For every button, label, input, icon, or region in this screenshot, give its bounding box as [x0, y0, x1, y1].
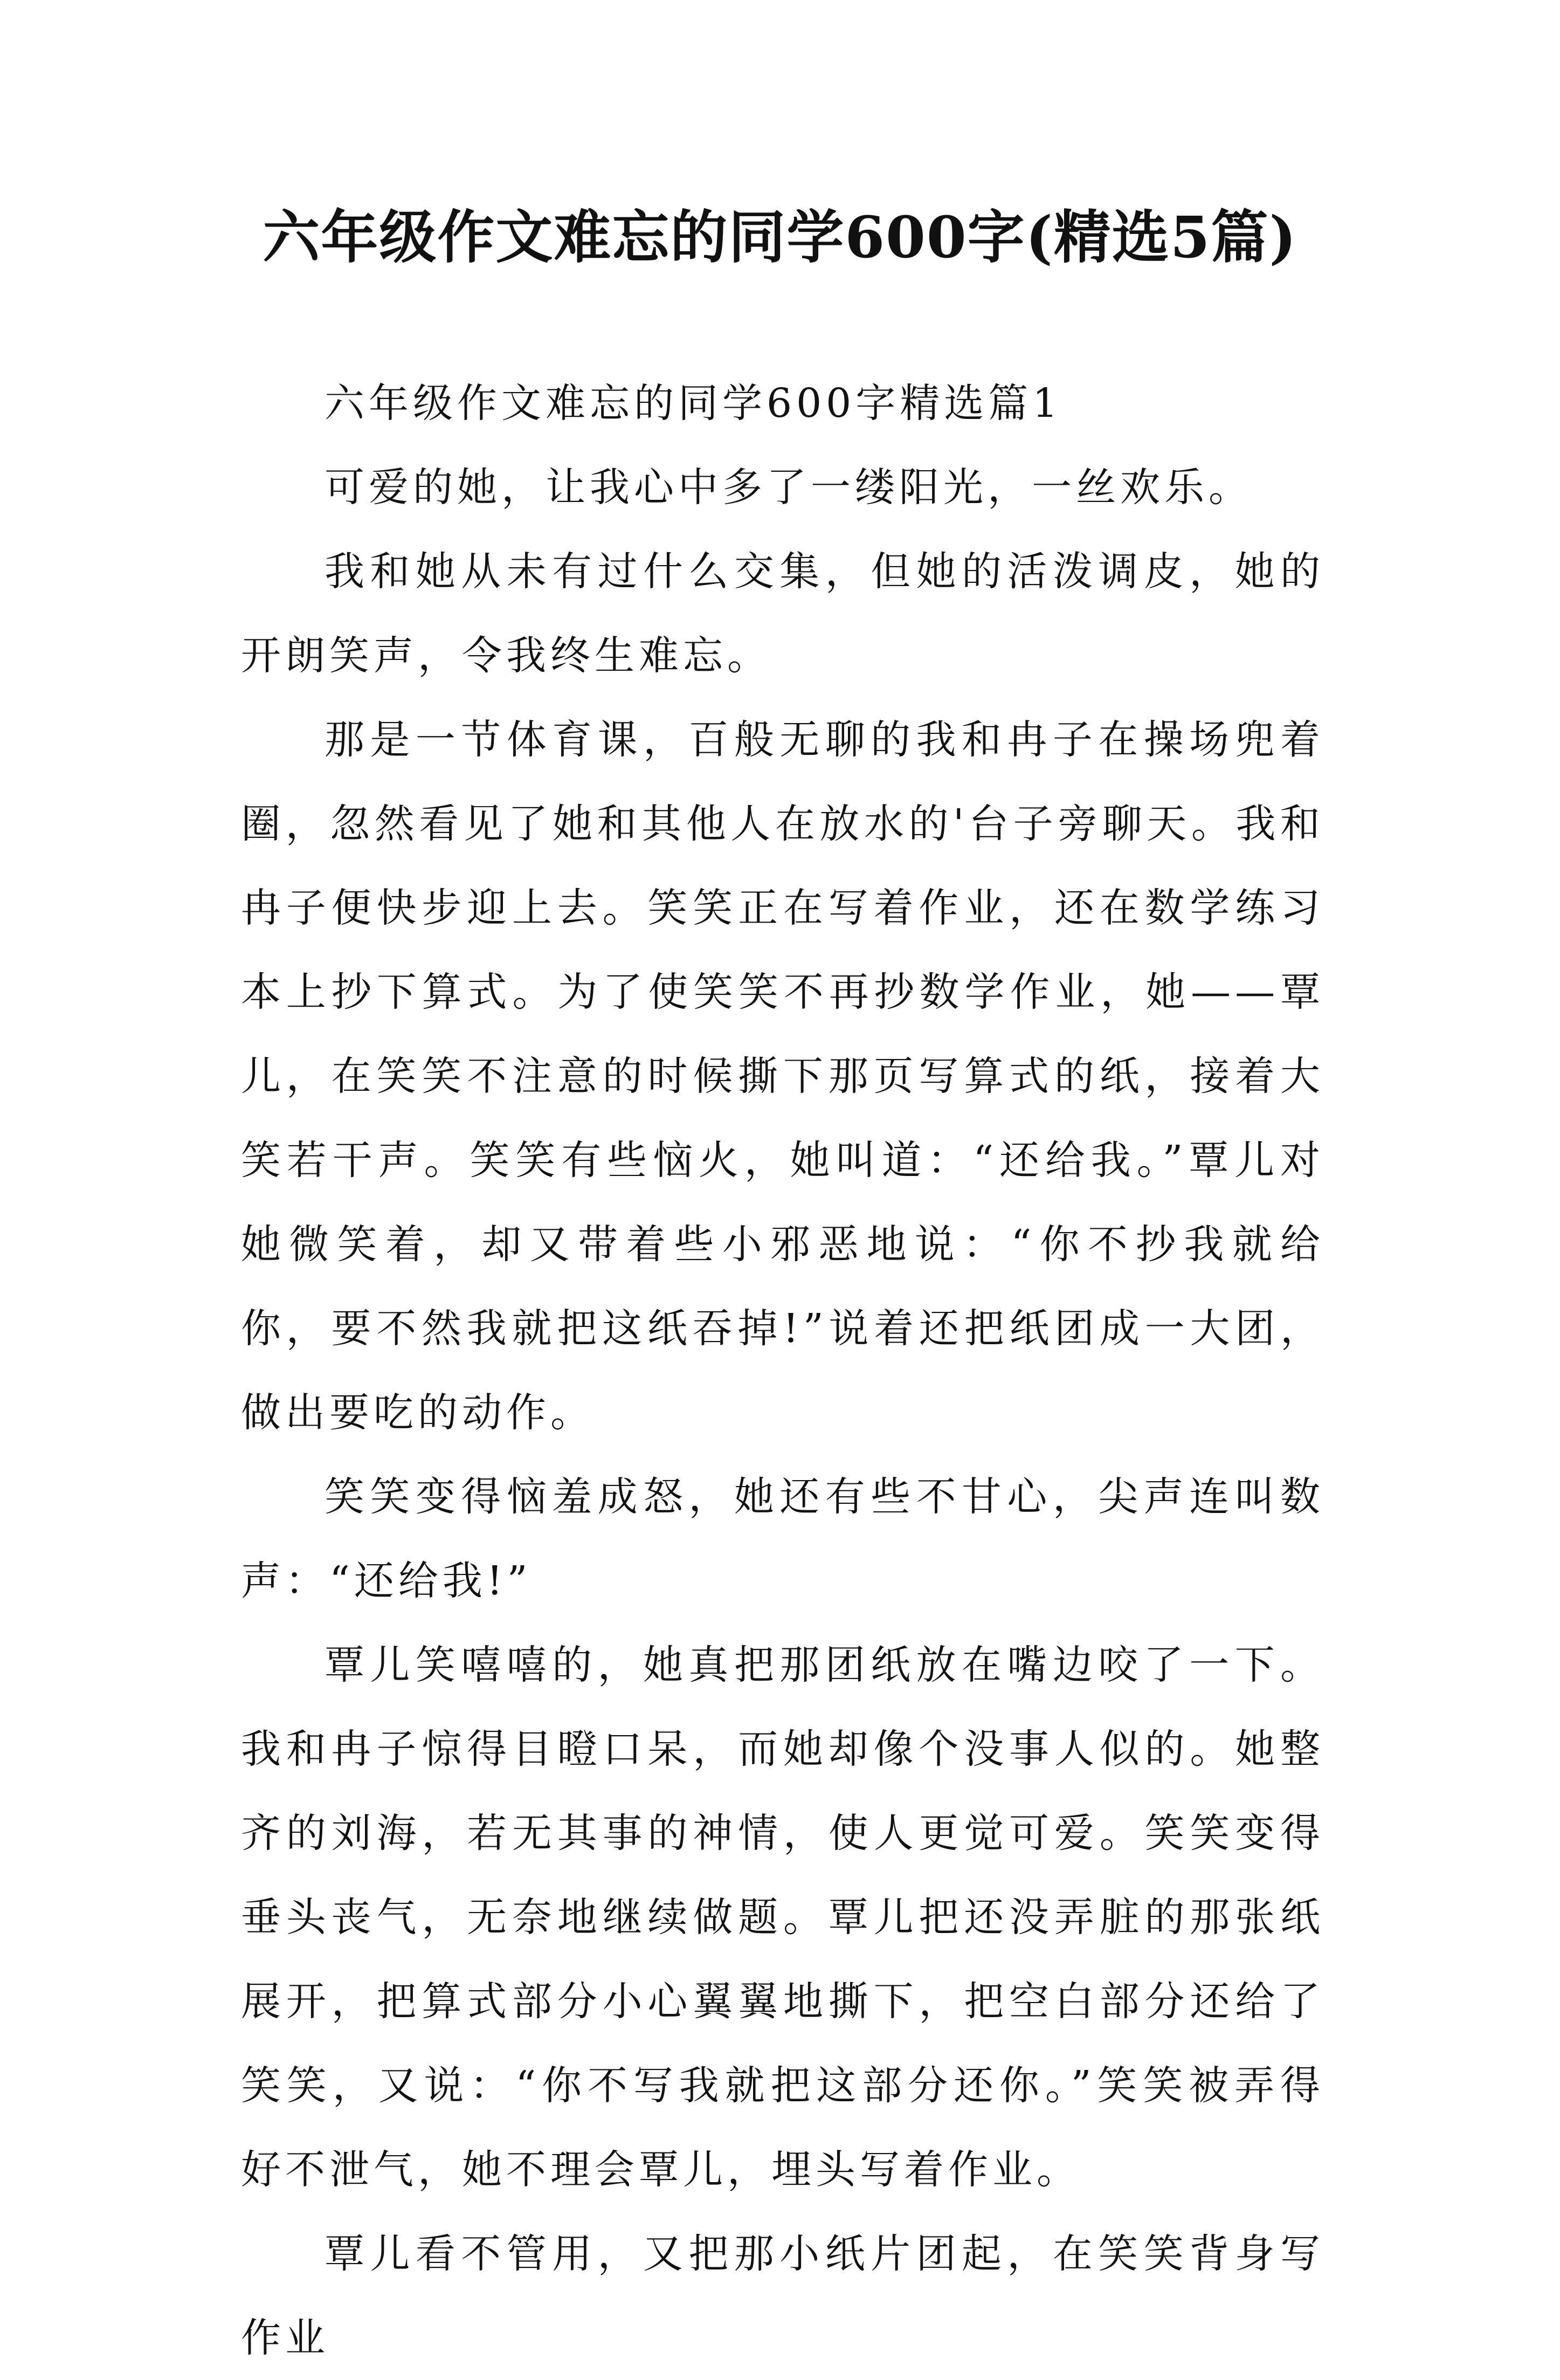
document-body — [241, 361, 1324, 2380]
paragraph: 可爱的她，让我心中多了一缕阳光，一丝欢乐。 — [325, 464, 1253, 511]
document-title: 六年级作文难忘的同学600字(精选5篇) — [263, 203, 1297, 271]
paragraph: 覃儿笑嘻嘻的，她真把那团纸放在嘴边咬了一下。我和冉子惊得目瞪口呆，而她却像个没事人似的。她整齐的刘海，若无其事的神情，使人更觉可爱。笑笑变得垂头丧气，无奈地继续做题。覃儿把还没弄脏的那张纸展开，把算式部分小心翼翼地撕下，把空白部分还给了笑笑，又说：“你不写我就把这部分还你。”笑笑被弄得好不泄气，她不理会覃儿，埋头写着作业。 — [241, 1642, 1324, 2193]
paragraph: 我和她从未有过什么交集，但她的活泼调皮，她的开朗笑声，令我终生难忘。 — [241, 548, 1324, 679]
paragraph: 那是一节体育课，百般无聊的我和冉子在操场兜着圈，忽然看见了她和其他人在放水的'台子旁聊天。我和冉子便快步迎上去。笑笑正在写着作业，还在数学练习本上抄下算式。为了使笑笑不再抄数学作业，她——覃儿，在笑笑不注意的时候撕下那页写算式的纸，接着大笑若干声。笑笑有些恼火，她叫道：“还给我。”覃儿对她微笑着，却又带着些小邪恶地说：“你不抄我就给你，要不然我就把这纸吞掉!”说着还把纸团成一大团，做出要吃的动作。 — [241, 717, 1324, 1436]
section-heading: 六年级作文难忘的同学600字精选篇1 — [325, 380, 1062, 427]
paragraph: 覃儿看不管用，又把那小纸片团起，在笑笑背身写作业 — [241, 2231, 1324, 2361]
paragraph: 笑笑变得恼羞成怒，她还有些不甘心，尖声连叫数声：“还给我!” — [241, 1474, 1324, 1604]
